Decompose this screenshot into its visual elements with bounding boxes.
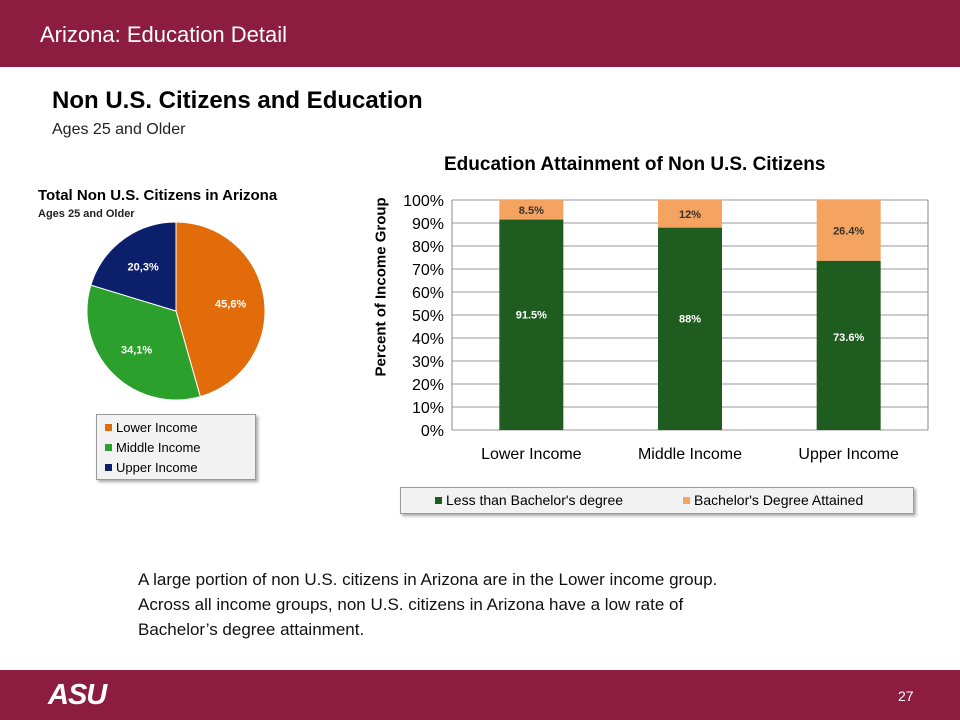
bar-segment: [658, 228, 722, 430]
y-tick-label: 50%: [411, 308, 444, 325]
y-tick-label: 0%: [420, 423, 444, 440]
header-title: Arizona: Education Detail: [40, 22, 288, 47]
bar-chart-ylabel: Percent of Income Group: [372, 197, 390, 377]
bar-data-label: 8.5%: [518, 204, 544, 217]
y-tick-label: 100%: [403, 193, 444, 210]
bar-legend: [400, 487, 914, 514]
y-tick-label: 40%: [411, 331, 444, 348]
legend-label: Lower Income: [116, 420, 198, 435]
y-tick-label: 10%: [411, 400, 444, 417]
bar-segment: [817, 261, 881, 430]
bar-data-label: 73.6%: [833, 331, 865, 344]
legend-swatch: [683, 497, 690, 504]
bar-data-label: 91.5%: [515, 309, 547, 322]
bar-data-label: 88%: [678, 313, 702, 326]
footer-bar: [0, 670, 960, 720]
pie-data-label: 20,3%: [127, 261, 159, 274]
bar-legend-item: [683, 488, 863, 513]
legend-label: Bachelor's Degree Attained: [694, 492, 864, 508]
page-number: 27: [898, 688, 914, 704]
page-title: Non U.S. Citizens and Education: [52, 87, 423, 114]
pie-chart-subtitle: Ages 25 and Older: [38, 208, 135, 220]
page-subtitle: Ages 25 and Older: [52, 121, 186, 138]
pie-data-label: 45,6%: [215, 298, 247, 311]
asu-logo: ASU: [48, 679, 107, 711]
pie-chart-title: Total Non U.S. Citizens in Arizona: [38, 187, 278, 204]
x-category-label: Middle Income: [637, 446, 743, 463]
pie-data-label: 34,1%: [121, 344, 153, 357]
bar-legend-item: [435, 488, 623, 513]
y-tick-label: 80%: [411, 239, 444, 256]
y-tick-label: 60%: [411, 285, 444, 302]
legend-label: Upper Income: [116, 460, 198, 475]
summary-text: A large portion of non U.S. citizens in Arizona are in the Lower income group. Across all income groups, non U.S. citizens in Arizona have a low rate of Bachelor’s degree attainment.: [138, 570, 718, 639]
y-tick-label: 70%: [411, 262, 444, 279]
bar-segment: [499, 220, 563, 430]
y-tick-label: 20%: [411, 377, 444, 394]
legend-swatch: [435, 497, 442, 504]
y-tick-label: 90%: [411, 216, 444, 233]
bar-data-label: 26.4%: [833, 225, 865, 238]
bar-data-label: 12%: [678, 208, 702, 221]
legend-label: Middle Income: [116, 440, 201, 455]
x-category-label: Lower Income: [481, 446, 582, 463]
x-category-label: Upper Income: [798, 446, 899, 463]
y-tick-label: 30%: [411, 354, 444, 371]
legend-label: Less than Bachelor's degree: [446, 492, 624, 508]
bar-chart-title: Education Attainment of Non U.S. Citizens: [444, 154, 826, 175]
